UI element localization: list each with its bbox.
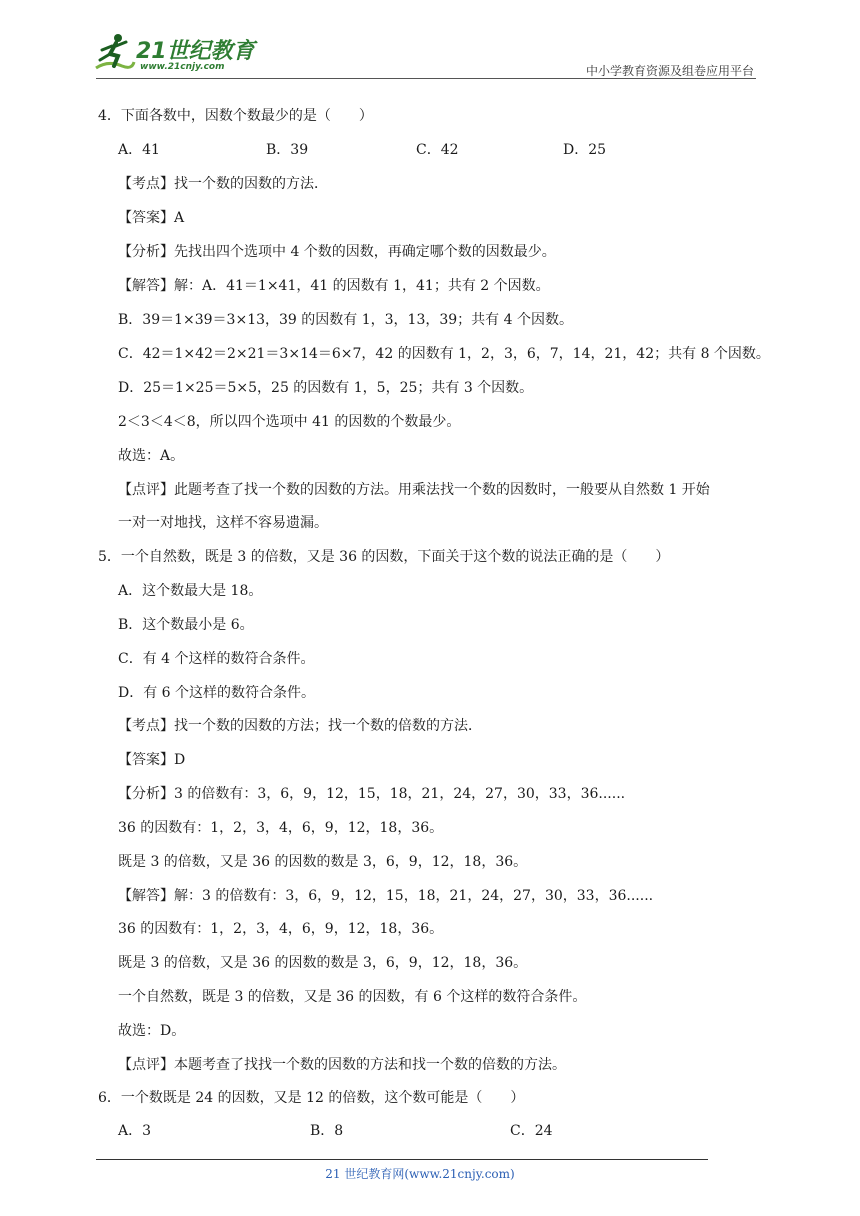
site-logo <box>92 32 262 80</box>
text-line: C．42＝1×42＝2×21＝3×14＝6×7，42 的因数有 1，2，3，6，7，14，21，42；共有 8 个因数。 <box>118 346 770 362</box>
text-line: B．这个数最小是 6。 <box>118 617 254 633</box>
text-line: 【分析】3 的倍数有：3，6，9，12，15，18，21，24，27，30，33，36...... <box>118 786 626 802</box>
q4-option: C．42 <box>416 142 459 158</box>
q4-option: B．39 <box>266 142 309 158</box>
runner-logo-icon <box>92 32 136 76</box>
text-line: 一个自然数，既是 3 的倍数，又是 36 的因数，有 6 个这样的数符合条件。 <box>118 989 587 1005</box>
text-line: 故选：D。 <box>118 1023 186 1039</box>
text-line: 36 的因数有：1，2，3，4，6，9，12，18，36。 <box>118 820 444 836</box>
platform-title: 中小学教育资源及组卷应用平台 <box>585 64 754 78</box>
footer-divider <box>96 1159 708 1160</box>
q4-option: A．41 <box>118 142 160 158</box>
text-line: 【解答】解：3 的倍数有：3，6，9，12，15，18，21，24，27，30，33，36...... <box>118 888 654 904</box>
text-line: 2＜3＜4＜8，所以四个选项中 41 的因数的个数最少。 <box>118 414 461 430</box>
text-line: 【点评】本题考查了找找一个数的因数的方法和找一个数的倍数的方法。 <box>118 1057 566 1073</box>
q6-option: A．3 <box>118 1123 152 1139</box>
text-line: D．有 6 个这样的数符合条件。 <box>118 685 316 701</box>
logo-text: 21世纪教育 <box>136 39 255 64</box>
text-line: 【考点】找一个数的因数的方法；找一个数的倍数的方法． <box>118 718 482 734</box>
question-stem: 6．一个数既是 24 的因数，又是 12 的倍数，这个数可能是（ ） <box>98 1090 525 1106</box>
page-header <box>0 0 860 84</box>
text-line: B．39＝1×39＝3×13，39 的因数有 1，3，13，39；共有 4 个因数。 <box>118 312 573 328</box>
text-line: 【解答】解：A．41＝1×41，41 的因数有 1，41；共有 2 个因数。 <box>118 278 550 294</box>
text-line: 【分析】先找出四个选项中 4 个数的因数，再确定哪个数的因数最少。 <box>118 244 556 260</box>
text-line: D．25＝1×25＝5×5，25 的因数有 1，5，25；共有 3 个因数。 <box>118 380 534 396</box>
text-line: 【答案】A <box>118 210 185 226</box>
text-line: C．有 4 个这样的数符合条件。 <box>118 651 315 667</box>
text-line: 既是 3 的倍数，又是 36 的因数的数是 3，6，9，12，18，36。 <box>118 955 528 971</box>
question-stem: 5．一个自然数，既是 3 的倍数，又是 36 的因数，下面关于这个数的说法正确的是（ ） <box>98 549 670 565</box>
text-line: 36 的因数有：1，2，3，4，6，9，12，18，36。 <box>118 921 444 937</box>
text-line: 故选：A。 <box>118 448 185 464</box>
text-line: A．这个数最大是 18。 <box>118 583 263 599</box>
footer-text: 21 世纪教育网(www.21cnjy.com) <box>325 1167 515 1181</box>
q6-option: C．24 <box>510 1123 553 1139</box>
logo-url: www.21cnjy.com <box>140 62 225 72</box>
question-stem: 4．下面各数中，因数个数最少的是（ ） <box>98 108 373 124</box>
text-line: 【考点】找一个数的因数的方法． <box>118 176 328 192</box>
q4-option: D．25 <box>563 142 607 158</box>
text-line: 一对一对地找，这样不容易遗漏。 <box>118 515 328 531</box>
text-line: 既是 3 的倍数，又是 36 的因数的数是 3，6，9，12，18，36。 <box>118 854 528 870</box>
header-divider <box>96 78 756 79</box>
text-line: 【点评】此题考查了找一个数的因数的方法。用乘法找一个数的因数时，一般要从自然数 1 开始 <box>118 482 710 498</box>
q6-option: B．8 <box>310 1123 344 1139</box>
text-line: 【答案】D <box>118 752 186 768</box>
